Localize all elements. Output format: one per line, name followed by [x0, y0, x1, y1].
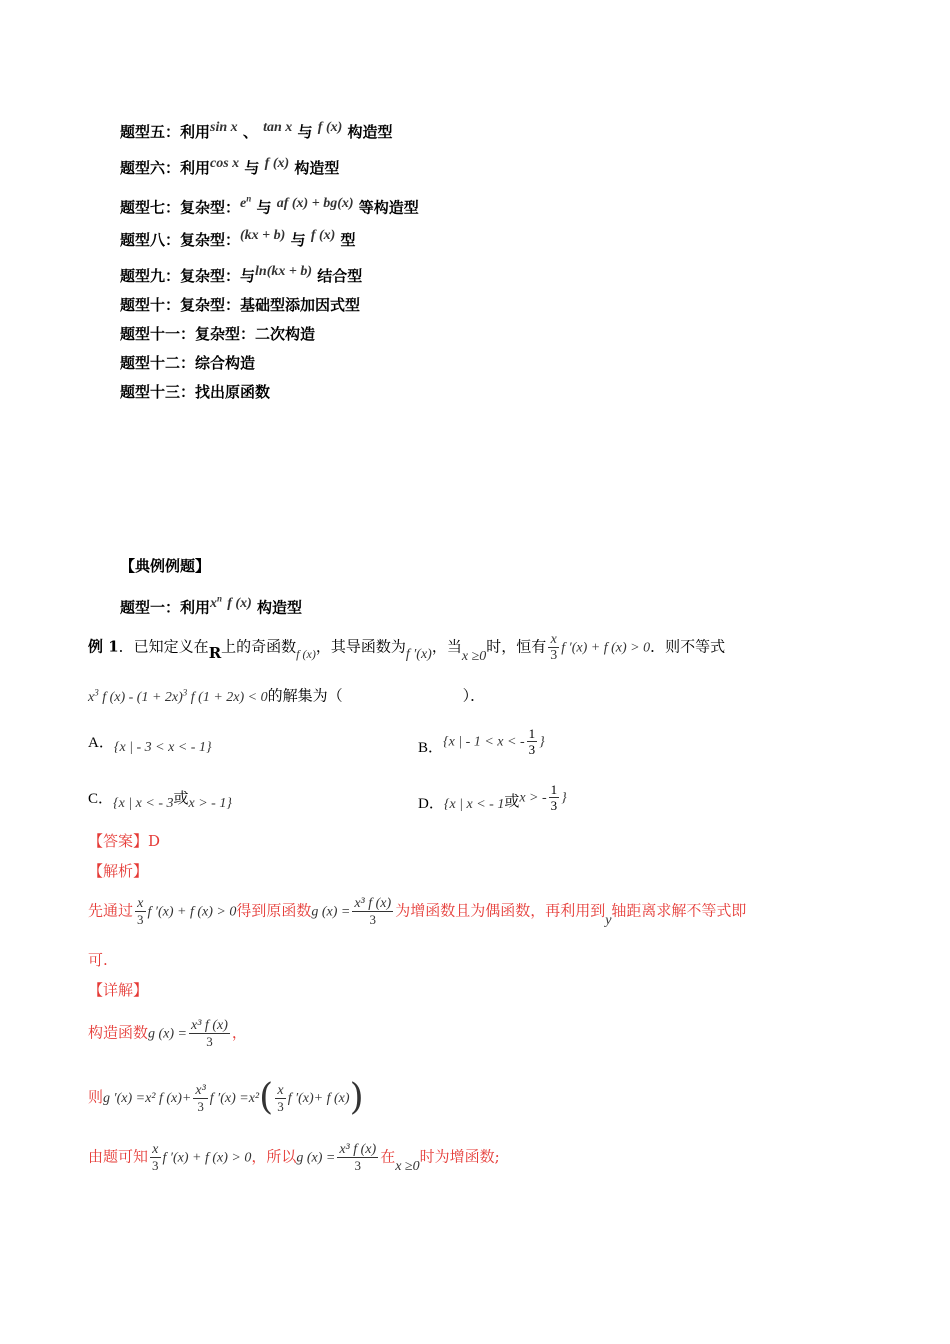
detail-line-3: 由题可知 $\frac{x}{3}$ f ′(x) + f (x) > 0，所以g (x) = $\frac{\text{x³ f (x)}}{3}$ 在x ≥0时为增函数; [88, 1142, 500, 1174]
type-8: 题型八：复杂型：(kx + b) 与 f (x) 型 [120, 228, 356, 249]
section-title: 【典例例题】 [120, 557, 211, 575]
analysis-line-1: 先通过 $\frac{x}{3}$ f ′(x) + f (x) > 0得到原函数g (x) = $\frac{\text{x³ f (x)}}{3}$ 为增函数且为偶函数，再利用到y轴距离求解不等式即 [88, 896, 747, 928]
example-line-1: 例 1．已知定义在R上的奇函数$_{f (x)}$，其导函数为f ′(x)，当x ≥0时，恒有 $\frac{x}{3}$ f ′(x) + f (x) > 0．则不等式 [88, 632, 726, 664]
type-11: 题型十一：复杂型：二次构造 [120, 325, 316, 343]
type-12: 题型十二：综合构造 [120, 354, 256, 372]
detail-line-2: 则g ′(x) =x² f (x)+ $\frac{\text{x³}}{3}$ f ′(x) =x²( $\frac{x}{3}$ f ′(x)+ f (x)) [88, 1077, 364, 1118]
option-d[interactable]: D．{x | x < - 1或x > - $\frac{1}{3}$ } [418, 782, 567, 813]
analysis-title: 【解析】 [88, 862, 149, 880]
example-line-2: $x^3$ f $(x) - (1 + 2x)^3$ f (1 + 2x) < 0的解集为（ ）． [88, 686, 486, 705]
detail-line-1: 构造函数g (x) = $\frac{\text{x³ f (x)}}{3}$ ， [88, 1018, 247, 1049]
option-a[interactable]: A．{x | - 3 < x < - 1} [88, 735, 212, 755]
analysis-line-2: 可. [88, 951, 108, 969]
type-7: 题型七：复杂型：$e^n$ 与 af (x) + bg(x) 等构造型 [120, 193, 419, 217]
detail-title: 【详解】 [88, 981, 149, 999]
fraction: $\frac{x}{3}$ [550, 632, 558, 663]
type-6: 题型六：利用cos x 与 f (x) 构造型 [120, 156, 340, 177]
type-5: 题型五：利用sin x 、 tan x 与 f (x) 构造型 [120, 120, 393, 141]
right-paren: ) [349, 1077, 364, 1118]
left-paren: ( [259, 1077, 274, 1118]
option-c[interactable]: C．{x | x < - 3或x > - 1} [88, 789, 232, 811]
answer: 【答案】D [88, 832, 161, 850]
type-9: 题型九：复杂型：与ln(kx + b) 结合型 [120, 264, 363, 285]
type-13: 题型十三：找出原函数 [120, 383, 271, 401]
type-10: 题型十：复杂型：基础型添加因式型 [120, 296, 361, 314]
type-1: 题型一：利用$x^n$ f (x) 构造型 [120, 593, 303, 617]
option-b[interactable]: B．{x | - 1 < x < - $\frac{1}{3}$ } [418, 726, 545, 757]
